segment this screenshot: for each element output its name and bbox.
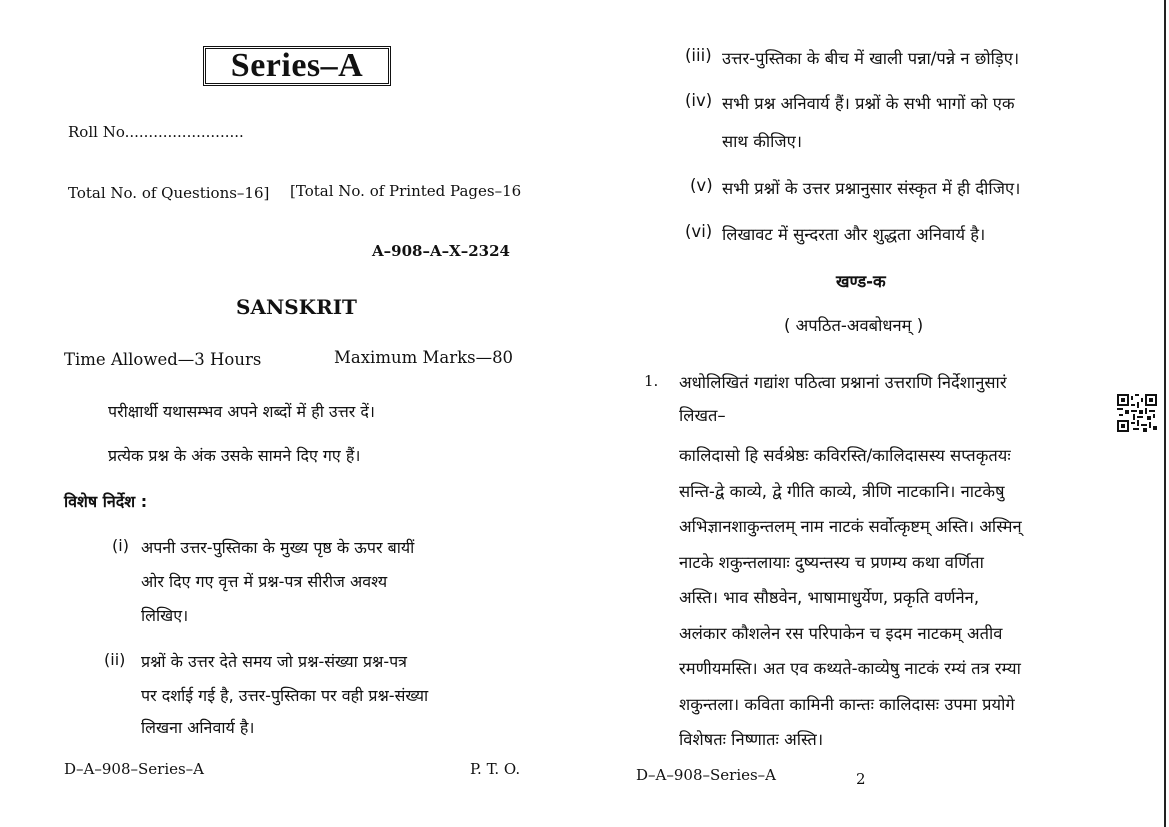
time-allowed: Time Allowed—3 Hours xyxy=(64,350,262,369)
passage-line: रमणीयमस्ति। अत एव कथ्यते-काव्येषु नाटकं रम्यं तत्र रम्या xyxy=(679,659,1021,678)
item-line: लिखना अनिवार्य है। xyxy=(141,718,255,737)
passage-line: अलंकार कौशलेन रस परिपाकेन च इदम नाटकम् अतीव xyxy=(679,624,1003,643)
question-line: अधोलिखितं गद्यांश पठित्वा प्रश्नानां उत्तराणि निर्देशानुसारं xyxy=(679,373,1007,392)
question-line: लिखत– xyxy=(679,406,726,425)
item-line: प्रश्नों के उत्तर देते समय जो प्रश्न-संख्या प्रश्न-पत्र xyxy=(141,652,408,671)
item-line: लिखावट में सुन्दरता और शुद्धता अनिवार्य है। xyxy=(722,225,986,244)
total-pages: [Total No. of Printed Pages–16 xyxy=(290,182,522,200)
item-line: उत्तर-पुस्तिका के बीच में खाली पन्ना/पन्ने न छोड़िए। xyxy=(722,49,1020,68)
max-marks: Maximum Marks—80 xyxy=(334,348,514,367)
footer-page-number: 2 xyxy=(856,770,866,788)
instruction-2: प्रत्येक प्रश्न के अंक उसके सामने दिए गए हैं। xyxy=(108,446,361,465)
passage-line: अस्ति। भाव सौष्ठवेन, भाषामाधुर्येण, प्रकृति वर्णनेन, xyxy=(679,588,980,607)
item-line: सभी प्रश्नों के उत्तर प्रश्नानुसार संस्कृत में ही दीजिए। xyxy=(722,179,1021,198)
scan-edge-line xyxy=(1164,0,1166,827)
passage-line: कालिदासो हि सर्वश्रेष्ठः कविरस्ति/कालिदासस्य सप्तकृतयः xyxy=(679,446,1011,465)
special-instructions-heading: विशेष निर्देश : xyxy=(64,492,148,511)
item-line: सभी प्रश्न अनिवार्य हैं। प्रश्नों के सभी भागों को एक xyxy=(722,94,1015,113)
item-line: अपनी उत्तर-पुस्तिका के मुख्य पृष्ठ के ऊपर बायीं xyxy=(141,538,415,557)
passage-line: नाटके शकुन्तलायाः दुष्यन्तस्य च प्रणम्य कथा वर्णिता xyxy=(679,553,984,572)
passage-line: शकुन्तला। कविता कामिनी कान्तः कालिदासः उपमा प्रयोगे xyxy=(679,695,1015,714)
item-number: (vi) xyxy=(685,222,713,241)
item-line: साथ कीजिए। xyxy=(722,132,803,151)
left-page xyxy=(0,0,584,827)
qr-code-icon xyxy=(1117,394,1157,432)
passage-line: सन्ति-द्वे काव्ये, द्वे गीति काव्ये, त्रीणि नाटकानि। नाटकेषु xyxy=(679,482,1005,501)
right-page xyxy=(584,0,1169,827)
footer-series-code: D–A–908–Series–A xyxy=(636,766,777,784)
item-number: (v) xyxy=(690,176,713,195)
series-box: Series–A xyxy=(203,46,391,86)
item-number: (i) xyxy=(112,536,129,555)
subject-title: SANSKRIT xyxy=(236,295,357,319)
item-line: ओर दिए गए वृत्त में प्रश्न-पत्र सीरीज अवश्य xyxy=(141,572,388,591)
item-line: लिखिए। xyxy=(141,606,189,625)
instruction-1: परीक्षार्थी यथासम्भव अपने शब्दों में ही उत्तर दें। xyxy=(108,402,375,421)
footer-series-code: D–A–908–Series–A xyxy=(64,760,205,778)
item-number: (iv) xyxy=(685,91,713,110)
item-number: (ii) xyxy=(104,650,126,669)
item-line: पर दर्शाई गई है, उत्तर-पुस्तिका पर वही प्रश्न-संख्या xyxy=(141,686,429,705)
total-questions: Total No. of Questions–16] xyxy=(68,184,270,202)
footer-pto: P. T. O. xyxy=(470,760,521,778)
section-subheading: ( अपठित-अवबोधनम् ) xyxy=(784,316,924,335)
roll-no: Roll No......................... xyxy=(68,123,244,141)
passage-line: विशेषतः निष्णातः अस्ति। xyxy=(679,730,824,749)
section-heading: खण्ड-क xyxy=(836,272,886,291)
question-number: 1. xyxy=(644,372,659,390)
passage-line: अभिज्ञानशाकुन्तलम् नाम नाटकं सर्वोत्कृष्टम् अस्ति। अस्मिन् xyxy=(679,517,1022,536)
paper-code: A–908–A–X–2324 xyxy=(372,242,510,260)
item-number: (iii) xyxy=(685,46,712,65)
